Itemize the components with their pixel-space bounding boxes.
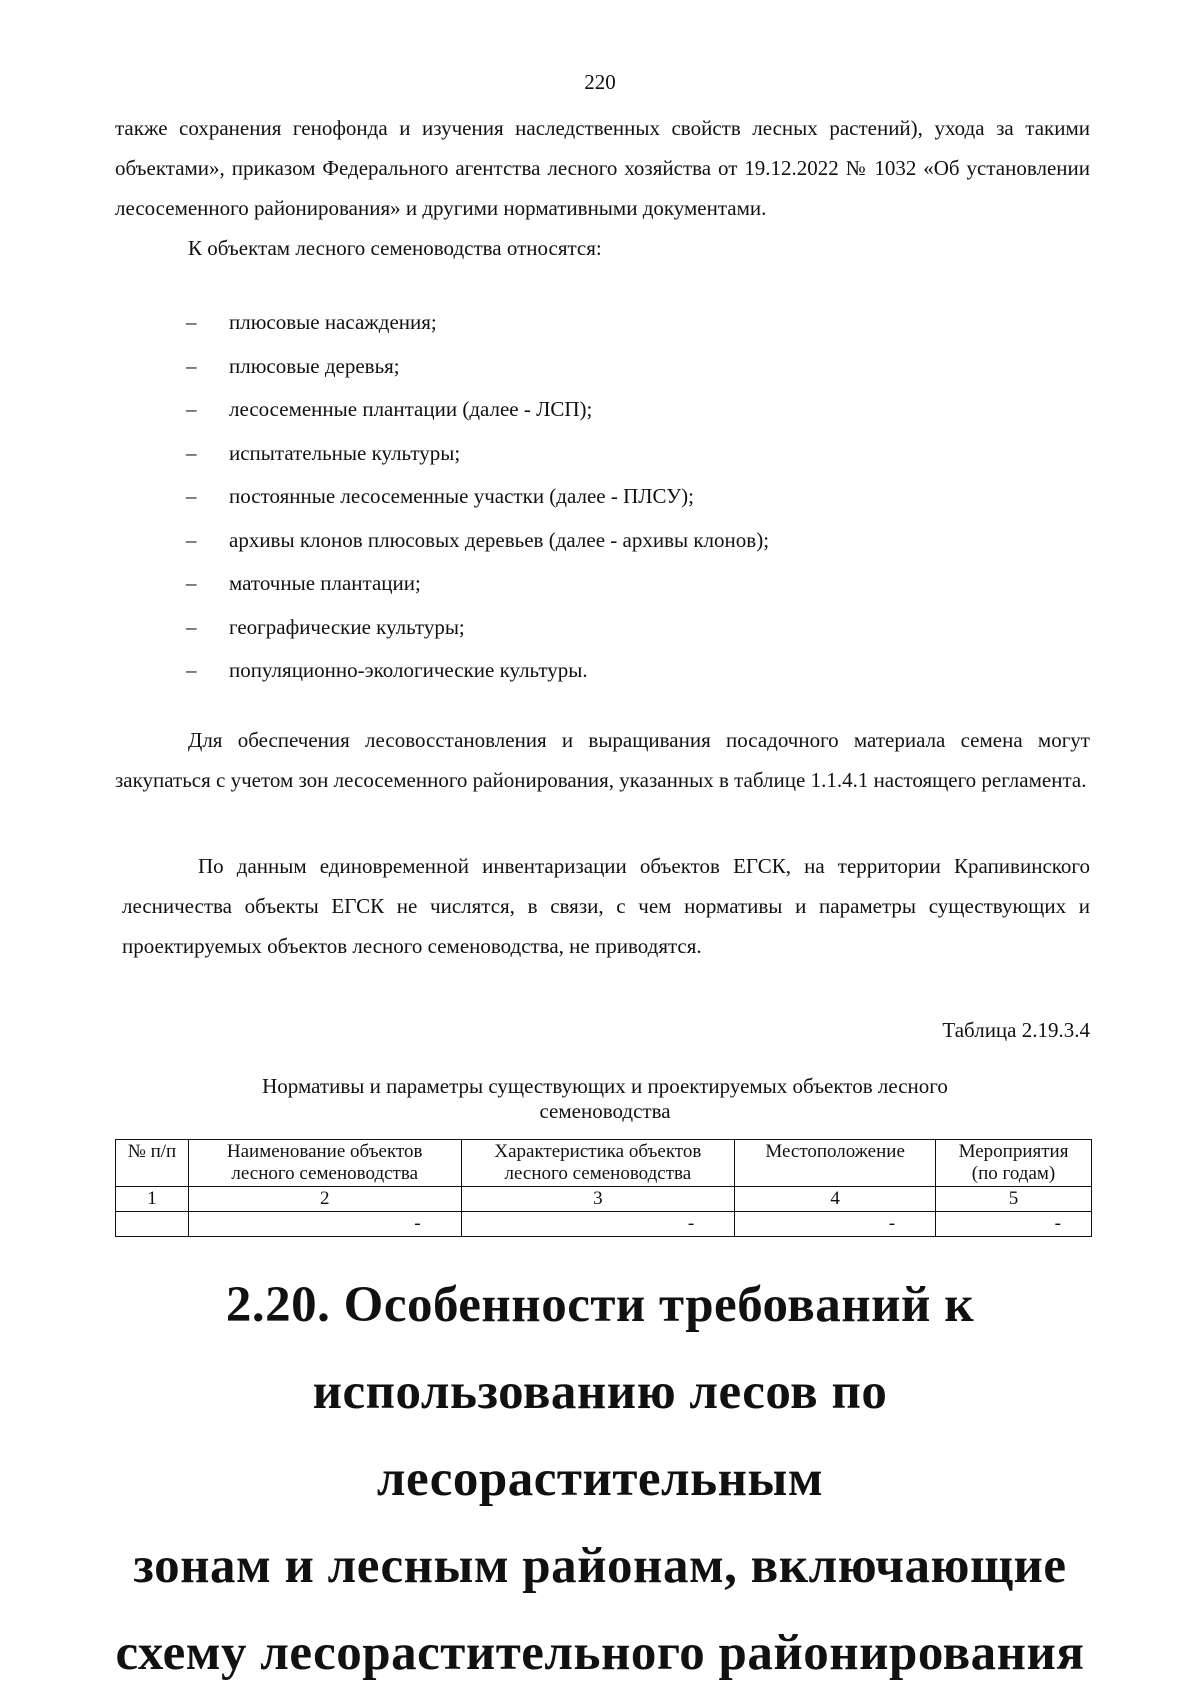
header-cell-name: Наименование объектов лесного семеноводства: [188, 1140, 461, 1187]
body-text-inventory: [122, 846, 1090, 966]
table-row: [116, 1212, 1092, 1237]
paragraph-inventory: По данным единовременной инвентаризации объектов ЕГСК, на территории Крапивинского лесничества объекты ЕГСК не числятся, в связи, с чем нормативы и параметры существующих и проектируемых объектов лесного семеноводства, не приводятся.: [122, 854, 1090, 958]
seed-objects-list: [115, 302, 1090, 694]
header-cell-location: Местоположение: [735, 1140, 936, 1187]
list-dash: –: [186, 353, 197, 378]
paragraph-continuation: также сохранения генофонда и изучения наследственных свойств лесных растений), ухода за такими объектами», приказом Федерального агентства лесного хозяйства от 19.12.2022 № 1032 «Об установлении лесосеменного районирования» и другими нормативными документами.: [115, 116, 1090, 220]
list-dash: –: [186, 440, 197, 465]
list-item-text: плюсовые насаждения;: [229, 310, 437, 334]
list-dash: –: [186, 614, 197, 639]
table-cell: -: [735, 1212, 936, 1237]
table-header-row: [116, 1140, 1092, 1187]
table-cell: 5: [936, 1187, 1092, 1212]
table-cell: -: [188, 1212, 461, 1237]
list-dash: –: [186, 484, 197, 508]
list-item-text: маточные плантации;: [229, 571, 421, 595]
list-dash: –: [186, 658, 197, 682]
table-cell: 2: [188, 1187, 461, 1212]
section-heading-line: 2.20. Особенности требований к: [225, 1277, 975, 1333]
table-title-line: семеноводства: [539, 1099, 671, 1123]
list-item-text: плюсовые деревья;: [229, 353, 400, 378]
list-item-text: географические культуры;: [229, 614, 465, 639]
header-cell-characteristic: Характеристика объектов лесного семеноводства: [461, 1140, 735, 1187]
body-text-top: [115, 108, 1090, 268]
list-item-text: популяционно-экологические культуры.: [229, 658, 588, 682]
list-item: [115, 607, 1090, 651]
list-item: [115, 389, 1090, 433]
table-cell: 1: [116, 1187, 189, 1212]
list-dash: –: [186, 310, 197, 334]
table-cell: -: [461, 1212, 735, 1237]
list-item: [115, 520, 1090, 564]
table-row: [116, 1187, 1092, 1212]
list-dash: –: [186, 397, 197, 421]
header-cell-activities: Мероприятия (по годам): [936, 1140, 1092, 1187]
list-dash: –: [186, 571, 197, 595]
list-dash: –: [186, 527, 197, 552]
list-item: [115, 563, 1090, 607]
section-heading: [100, 1262, 1100, 1697]
paragraph-seed-procurement: Для обеспечения лесовосстановления и выращивания посадочного материала семена могут закупаться с учетом зон лесосеменного районирования, указанных в таблице 1.1.4.1 настоящего регламента.: [115, 728, 1090, 792]
table-cell: -: [936, 1212, 1092, 1237]
list-item-text: архивы клонов плюсовых деревьев (далее - архивы клонов);: [229, 527, 770, 552]
table-cell: 3: [461, 1187, 735, 1212]
section-heading-line: использованию лесов по лесорастительным: [312, 1364, 888, 1507]
list-item-text: лесосеменные плантации (далее - ЛСП);: [229, 397, 593, 421]
paragraph-objects-intro: К объектам лесного семеноводства относятся:: [188, 236, 602, 260]
list-item: [115, 476, 1090, 520]
body-text-bottom: [115, 720, 1090, 800]
page-number: 220: [584, 70, 616, 94]
section-heading-line: зонам и лесным районам, включающие: [133, 1538, 1067, 1594]
table-title: [205, 1074, 1005, 1124]
list-item: [115, 302, 1090, 346]
list-item-text: испытательные культуры;: [229, 440, 461, 465]
norms-table: [115, 1139, 1092, 1237]
list-item-text: постоянные лесосеменные участки (далее - ПЛСУ);: [229, 484, 694, 508]
list-item: [115, 433, 1090, 477]
list-item: [115, 346, 1090, 390]
table-title-line: Нормативы и параметры существующих и проектируемых объектов лесного: [262, 1074, 948, 1098]
header-cell-number: № п/п: [116, 1140, 189, 1187]
section-heading-line: схему лесорастительного районирования: [115, 1625, 1085, 1681]
table-cell: [116, 1212, 189, 1237]
table-label: Таблица 2.19.3.4: [942, 1018, 1090, 1042]
list-item: [115, 650, 1090, 694]
table-cell: 4: [735, 1187, 936, 1212]
